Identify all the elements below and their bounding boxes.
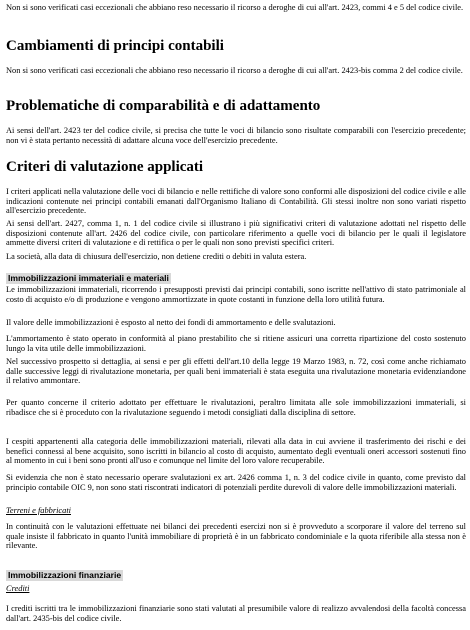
intangible-paragraph-5: Per quanto concerne il criterio adottato per effettuare le rivalutazioni, peraltro limitata alle sole immobilizzazioni immateriali, si ribadisce che si è proceduto con la rivalutazione seguendo i metodi consigliati dalla disciplina di settore. [6,398,466,417]
heading-criteria: Criteri di valutazione applicati [6,159,204,175]
tangible-paragraph-1: I cespiti appartenenti alla categoria delle immobilizzazioni materiali, rilevati alla data in cui avviene il trasferimento dei rischi e dei benefici connessi al bene acquisito, sono iscritti in bilancio al costo di acquisto, aumentato degli eventuali oneri accessori sostenuti fino al momento in cui i beni sono pronti all'uso e comunque nel limite del loro valore recuperabile. [6,437,466,466]
subheading-intangible [6,268,171,286]
intro-paragraph: Non si sono verificati casi eccezionali che abbiano reso necessario il ricorso a deroghe di cui all'art. 2423, commi 4 e 5 del codice civile. [6,3,464,12]
italic-label-credits [6,584,466,594]
heading-comparability: Problematiche di comparabilità e di adattamento [6,98,321,114]
criteria-paragraph-3: La società, alla data di chiusura dell'esercizio, non detiene crediti o debiti in valuta estera. [6,252,307,261]
tangible-paragraph-2: Si evidenzia che non è stato necessario operare svalutazioni ex art. 2426 comma 1, n. 3 del codice civile in quanto, come previsto dal principio contabile OIC 9, non sono stati riscontrati indicatori di potenziali perdite durevoli di valore delle immobilizzazioni materiali. [6,473,466,492]
heading-changes: Cambiamenti di principi contabili [6,38,224,54]
land-paragraph: In continuità con le valutazioni effettuate nei bilanci dei precedenti esercizi non si è provveduto a scorporare il valore del terreno sul quale insiste il fabbricato in quanto l'unità immobiliare di proprietà è in un fabbricato condominiale e la quota riferibile alla stessa non è rilevante. [6,522,466,551]
intangible-paragraph-3: L'ammortamento è stato operato in conformità al piano prestabilito che si ritiene assicuri una corretta ripartizione del costo sostenuto lungo la vita utile delle immobilizzazioni. [6,334,466,353]
intangible-paragraph-1: Le immobilizzazioni immateriali, ricorrendo i presupposti previsti dai principi contabili, sono iscritte nell'attivo di stato patrimoniale al costo di acquisto e/o di produzione e vengono ammortizzate in quote costanti in funzione della loro utilità futura. [6,285,466,304]
comparability-paragraph: Ai sensi dell'art. 2423 ter del codice civile, si precisa che tutte le voci di bilancio sono risultate comparabili con l'esercizio precedente; non vi è stata pertanto necessità di adattare alcuna voce dell'esercizio precedente. [6,126,466,145]
financial-paragraph: I crediti iscritti tra le immobilizzazioni finanziarie sono stati valutati al presumibile valore di realizzo avvalendosi della facoltà concessa dall'art. 2435-bis del codice civile. [6,604,466,623]
intangible-paragraph-2: Il valore delle immobilizzazioni è esposto al netto dei fondi di ammortamento e delle svalutazioni. [6,318,336,327]
intangible-paragraph-4: Nel successivo prospetto si dettaglia, ai sensi e per gli effetti dell'art.10 della legge 19 Marzo 1983, n. 72, così come anche richiamato dalle successive leggi di rivalutazione monetaria, per quali beni immateriali è stata eseguita una rivalutazione monetaria evidenziandone il relativo ammontare. [6,357,466,386]
italic-label-credits-text: Crediti [6,584,30,593]
subheading-intangible-label: Immobilizzazioni immateriali e materiali [8,273,169,283]
changes-paragraph: Non si sono verificati casi eccezionali che abbiano reso necessario il ricorso a deroghe di cui all'art. 2423-bis comma 2 del codice civile. [6,66,463,75]
italic-label-land-text: Terreni e fabbricati [6,506,71,515]
subheading-financial-label: Immobilizzazioni finanziarie [8,570,122,580]
subheading-financial [6,565,123,583]
criteria-paragraph-2: Ai sensi dell'art. 2427, comma 1, n. 1 del codice civile si illustrano i più significativi criteri di valutazione adottati nel rispetto delle disposizioni contenute all'art. 2426 del codice civile, con particolare riferimento a quelle voci di bilancio per le quali il legislatore ammette diversi criteri di valutazione e di rettifica o per le quali non sono previsti specifici criteri. [6,219,466,248]
italic-label-land [6,506,466,516]
criteria-paragraph-1: I criteri applicati nella valutazione delle voci di bilancio e nelle rettifiche di valore sono conformi alle disposizioni del codice civile e alle indicazioni contenute nei principi contabili emanati dall'Organismo Italiano di Contabilità. Gli stessi inoltre non sono variati rispetto all'esercizio precedente. [6,187,466,216]
